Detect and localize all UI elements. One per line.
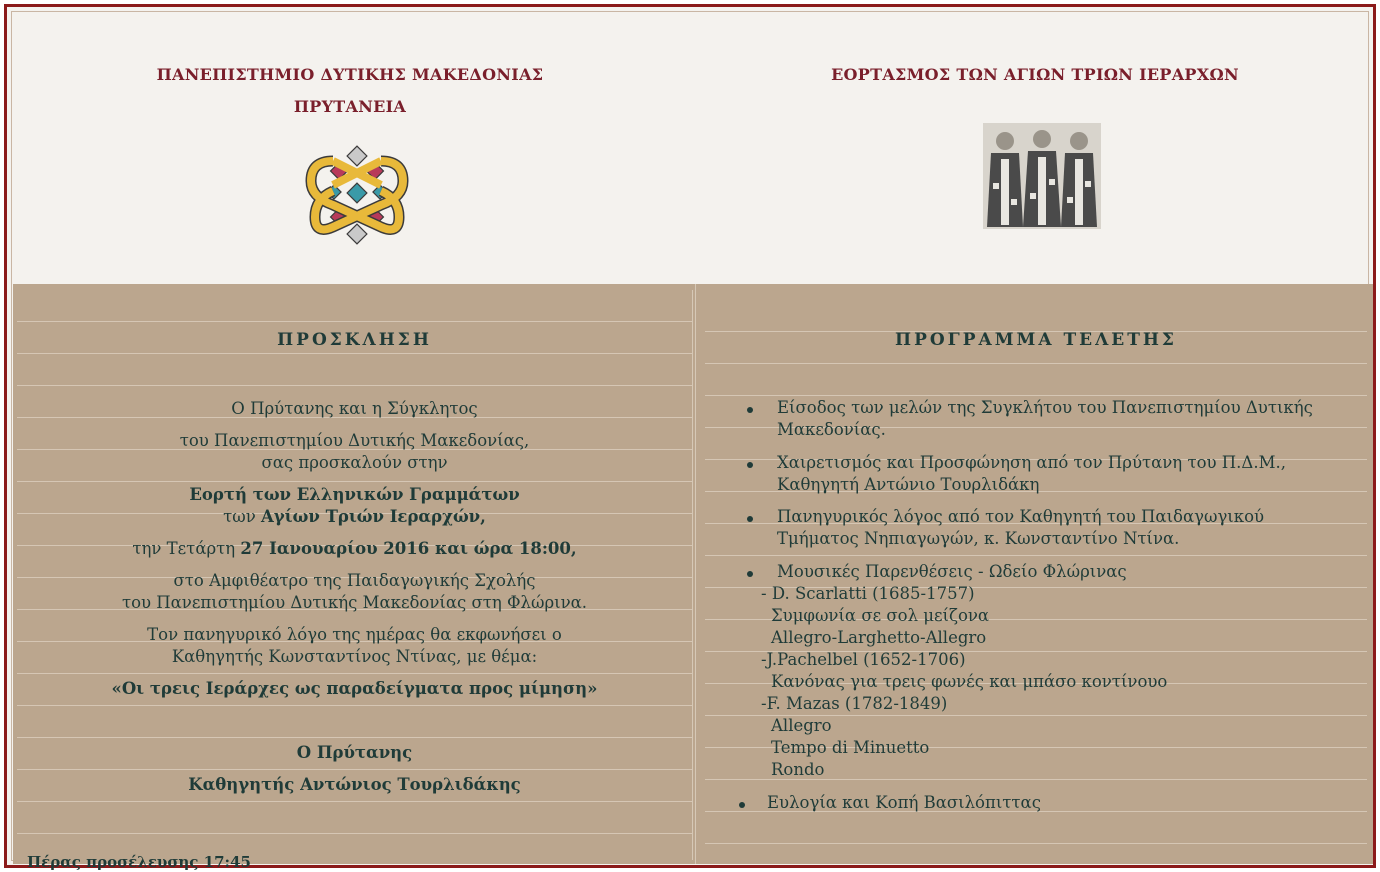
event-name-2 — [17, 506, 692, 527]
music-line-2: Συμφωνία σε σολ μείζονα — [771, 606, 990, 625]
celebration-header — [697, 13, 1373, 286]
event-date-prefix: την Τετάρτη — [132, 539, 241, 558]
programme-item-2a: Χαιρετισμός και Προσφώνηση από τον Πρύτανη του Π.Δ.Μ., — [777, 453, 1286, 472]
university-name: ΠΑΝΕΠΙΣΤΗΜΙΟ ΔΥΤΙΚΗΣ ΜΑΚΕΔΟΝΙΑΣ — [156, 65, 544, 84]
event-name-saints: Αγίων Τριών Ιεραρχών, — [260, 507, 486, 526]
rectorate-label: ΠΡΥΤΑΝΕΙΑ — [293, 97, 407, 116]
programme-column — [705, 290, 1367, 860]
music-line-1: - D. Scarlatti (1685-1757) — [761, 584, 975, 603]
programme-item-4: Μουσικές Παρενθέσεις - Ωδείο Φλώρινας — [777, 562, 1127, 581]
programme-item-5: Ευλογία και Κοπή Βασιλόπιττας — [767, 793, 1041, 812]
bullet-icon — [747, 462, 753, 468]
music-line-9: Rondo — [771, 760, 825, 779]
invitation-line-2: του Πανεπιστημίου Δυτικής Μακεδονίας, — [179, 431, 530, 450]
music-line-8: Tempo di Minuetto — [771, 738, 930, 757]
venue-line-1: στο Αμφιθέατρο της Παιδαγωγικής Σχολής — [173, 571, 536, 590]
signature-name: Καθηγητής Αντώνιος Τουρλιδάκης — [188, 775, 521, 794]
bullet-icon — [747, 571, 753, 577]
invitation-line-1: Ο Πρύτανης και η Σύγκλητος — [231, 399, 478, 418]
programme-item-2b: Καθηγητή Αντώνιο Τουρλιδάκη — [777, 475, 1040, 494]
programme-item-1a: Είσοδος των μελών της Συγκλήτου του Πανεπιστημίου Δυτικής — [777, 398, 1313, 417]
programme-item-3b: Τμήματος Νηπιαγωγών, κ. Κωνσταντίνο Ντίνα. — [777, 529, 1180, 548]
bullet-icon — [739, 802, 745, 808]
programme-item-1b: Μακεδονίας. — [777, 420, 886, 439]
invitation-line-3: σας προσκαλούν στην — [261, 453, 448, 472]
programme-title: ΠΡΟΓΡΑΜΜΑ ΤΕΛΕΤΗΣ — [895, 330, 1177, 350]
university-knot-logo-icon — [303, 141, 413, 251]
invitation-title: ΠΡΟΣΚΛΗΣΗ — [277, 330, 432, 350]
speech-line-1: Τον πανηγυρικό λόγο της ημέρας θα εκφωνήσει ο — [147, 625, 562, 644]
programme-item-3a: Πανηγυρικός λόγος από τον Καθηγητή του Παιδαγωγικού — [777, 507, 1265, 526]
arrival-deadline: Πέρας προσέλευσης 17:45 — [27, 853, 251, 871]
venue-line-2: του Πανεπιστημίου Δυτικής Μακεδονίας στη Φλώρινα. — [121, 593, 588, 612]
celebration-title: ΕΟΡΤΑΣΜΟΣ ΤΩΝ ΑΓΙΩΝ ΤΡΙΩΝ ΙΕΡΑΡΧΩΝ — [831, 65, 1239, 84]
music-line-5: Κανόνας για τρεις φωνές και μπάσο κοντίνουο — [771, 672, 1168, 691]
bullet-icon — [747, 407, 753, 413]
university-header — [13, 13, 687, 286]
music-line-7: Allegro — [771, 716, 832, 735]
signature-title: Ο Πρύτανης — [296, 743, 413, 762]
bullet-icon — [747, 516, 753, 522]
event-name-prefix: των — [223, 507, 261, 526]
content-area — [13, 284, 1373, 871]
music-line-3: Allegro-Larghetto-Allegro — [771, 628, 987, 647]
speech-line-2: Καθηγητής Κωνσταντίνος Ντίνας, με θέμα: — [171, 647, 538, 666]
event-name: Εορτή των Ελληνικών Γραμμάτων — [189, 485, 520, 504]
invitation-card — [4, 4, 1376, 871]
column-divider — [695, 284, 703, 864]
speech-topic: «Οι τρεις Ιεράρχες ως παραδείγματα προς μίμηση» — [111, 679, 598, 698]
event-date — [17, 538, 692, 559]
invitation-column — [17, 290, 693, 871]
event-date-value: 27 Ιανουαρίου 2016 και ώρα 18:00, — [240, 539, 577, 558]
music-line-4: -J.Pachelbel (1652-1706) — [761, 650, 966, 669]
three-hierarchs-icon — [983, 123, 1101, 229]
music-line-6: -F. Mazas (1782-1849) — [761, 694, 948, 713]
